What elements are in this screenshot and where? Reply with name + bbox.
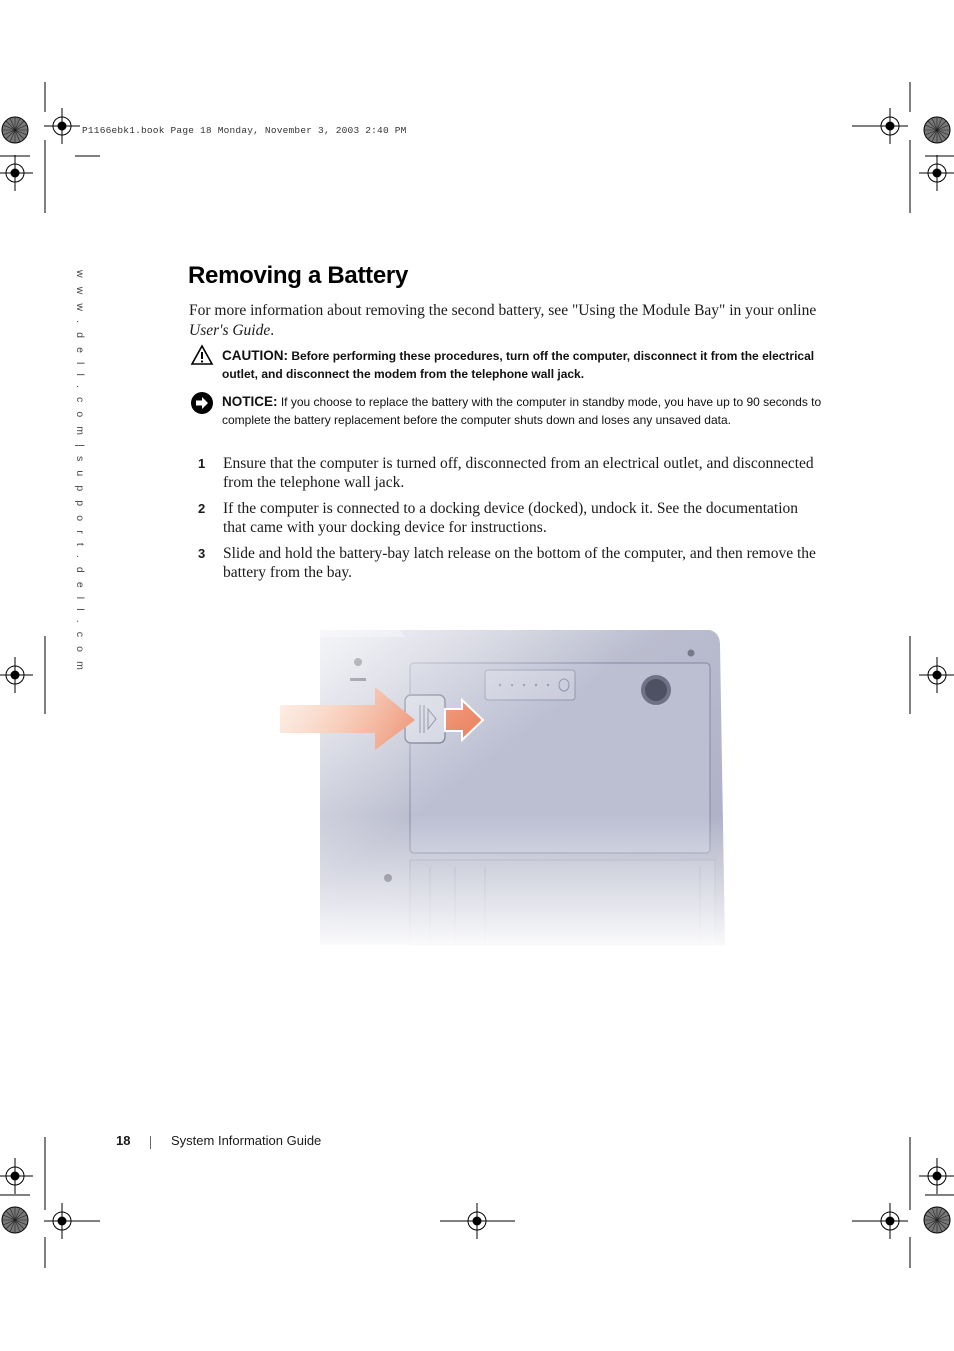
page-number: 18 bbox=[116, 1133, 131, 1148]
notice-icon bbox=[190, 391, 214, 415]
notice-label: NOTICE: bbox=[222, 394, 278, 409]
caution-icon bbox=[190, 344, 214, 366]
notice-note bbox=[222, 393, 832, 429]
users-guide-title: User's Guide bbox=[189, 322, 271, 339]
page-title: Removing a Battery bbox=[188, 262, 408, 289]
caution-note bbox=[222, 347, 832, 383]
side-url: w w w . d e l l . c o m | s u p p o r t . d e l l . c o m bbox=[74, 270, 86, 673]
caution-label: CAUTION: bbox=[222, 348, 288, 363]
footer-divider bbox=[150, 1136, 151, 1149]
notice-text: If you choose to replace the battery with the computer in standby mode, you have up to 90 seconds to complete the battery replacement before the computer shuts down and loses any unsaved data. bbox=[222, 395, 822, 427]
intro-paragraph bbox=[189, 301, 829, 341]
footer-guide-title: System Information Guide bbox=[171, 1133, 322, 1148]
battery-removal-illustration bbox=[280, 605, 740, 955]
step-text: Ensure that the computer is turned off, disconnected from an electrical outlet, and disconnected from the telephone wall jack. bbox=[223, 455, 814, 491]
step-number: 2 bbox=[198, 501, 206, 516]
step-text: If the computer is connected to a docking device (docked), undock it. See the documentation that came with your docking device for instructions. bbox=[223, 500, 799, 536]
intro-text: For more information about removing the second battery, see "Using the Module Bay" in your online bbox=[189, 302, 817, 319]
intro-end: . bbox=[270, 322, 275, 339]
caution-text: Before performing these procedures, turn off the computer, disconnect it from the electrical outlet, and disconnect the modem from the telephone wall jack. bbox=[222, 349, 815, 381]
step-number: 3 bbox=[198, 546, 206, 561]
step-text: Slide and hold the battery-bay latch release on the bottom of the computer, and then remove the battery from the bay. bbox=[223, 545, 816, 581]
step-number: 1 bbox=[198, 456, 206, 471]
print-header: P1166ebk1.book Page 18 Monday, November 3, 2003 2:40 PM bbox=[82, 125, 407, 136]
